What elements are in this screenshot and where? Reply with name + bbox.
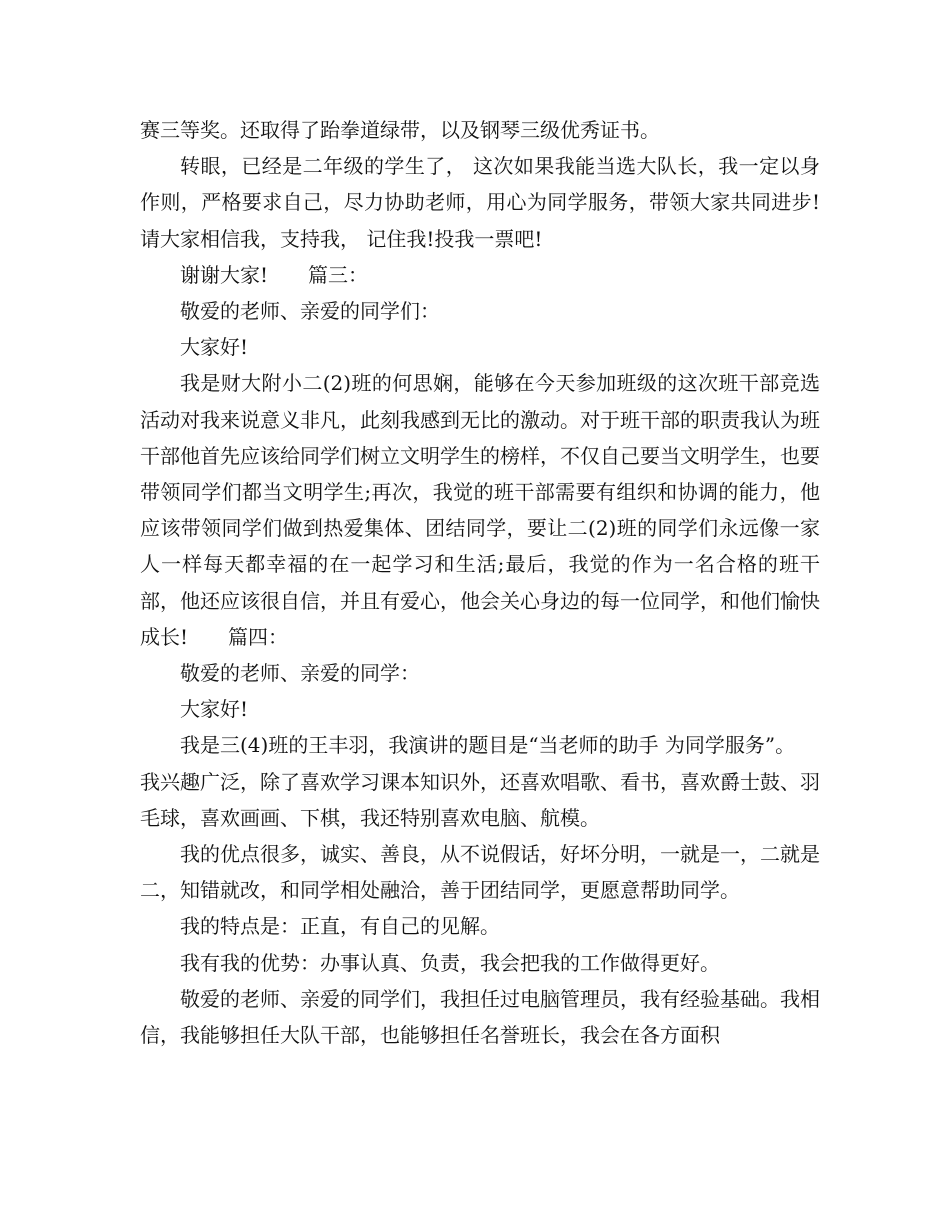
paragraph-13: 我有我的优势：办事认真、负责，我会把我的工作做得更好。 [180, 950, 720, 975]
paragraph-10: 我兴趣广泛，除了喜欢学习课本知识外，还喜欢唱歌、看书，喜欢爵士鼓、羽毛球，喜欢画画、下棋，我还特别喜欢电脑、航模。 [140, 769, 820, 830]
paragraph-1: 赛三等奖。还取得了跆拳道绿带，以及钢琴三级优秀证书。 [140, 118, 660, 142]
paragraph-14: 敬爱的老师、亲爱的同学们，我担任过电脑管理员，我有经验基础。我相信，我能够担任大队干部，也能够担任名誉班长，我会在各方面积 [140, 986, 820, 1048]
paragraph-6: 我是财大附小二(2)班的何思娴，能够在今天参加班级的这次班干部竞选活动对我来说意义非凡，此刻我感到无比的激动。对于班干部的职责我认为班干部他首先应该给同学们树立文明学生的榜样，不仅自己要当文明学生，也要带领同学们都当文明学生;再次，我觉的班干部需要有组织和协调的能力，他应该带领同学们做到热爱集体、团结同学，要让二(2)班的同学们永远像一家人一样每天都幸福的在一起学习和生活;最后，我觉的作为一名合格的班干部，他还应该很自信，并且有爱心，他会关心身边的每一位同学，和他们愉快成长! 篇四： [140, 371, 820, 649]
paragraph-2: 转眼，已经是二年级的学生了， 这次如果我能当选大队长，我一定以身作则，严格要求自己，尽力协助老师，用心为同学服务，带领大家共同进步!请大家相信我，支持我， 记住我!投我一票吧! [140, 154, 820, 251]
paragraph-12: 我的特点是：正直，有自己的见解。 [180, 914, 500, 939]
paragraph-5: 大家好! [180, 335, 249, 360]
document-body [140, 112, 820, 1053]
paragraph-4: 敬爱的老师、亲爱的同学们： [180, 299, 440, 324]
paragraph-11: 我的优点很多，诚实、善良，从不说假话，好坏分明，一就是一，二就是二，知错就改，和同学相处融洽，善于团结同学，更愿意帮助同学。 [140, 842, 820, 903]
paragraph-9: 我是三(4)班的王丰羽，我演讲的题目是“当老师的助手 为同学服务”。 [180, 733, 796, 758]
paragraph-7: 敬爱的老师、亲爱的同学： [180, 661, 420, 686]
paragraph-8: 大家好! [180, 697, 249, 722]
paragraph-3: 谢谢大家! 篇三： [180, 262, 369, 287]
